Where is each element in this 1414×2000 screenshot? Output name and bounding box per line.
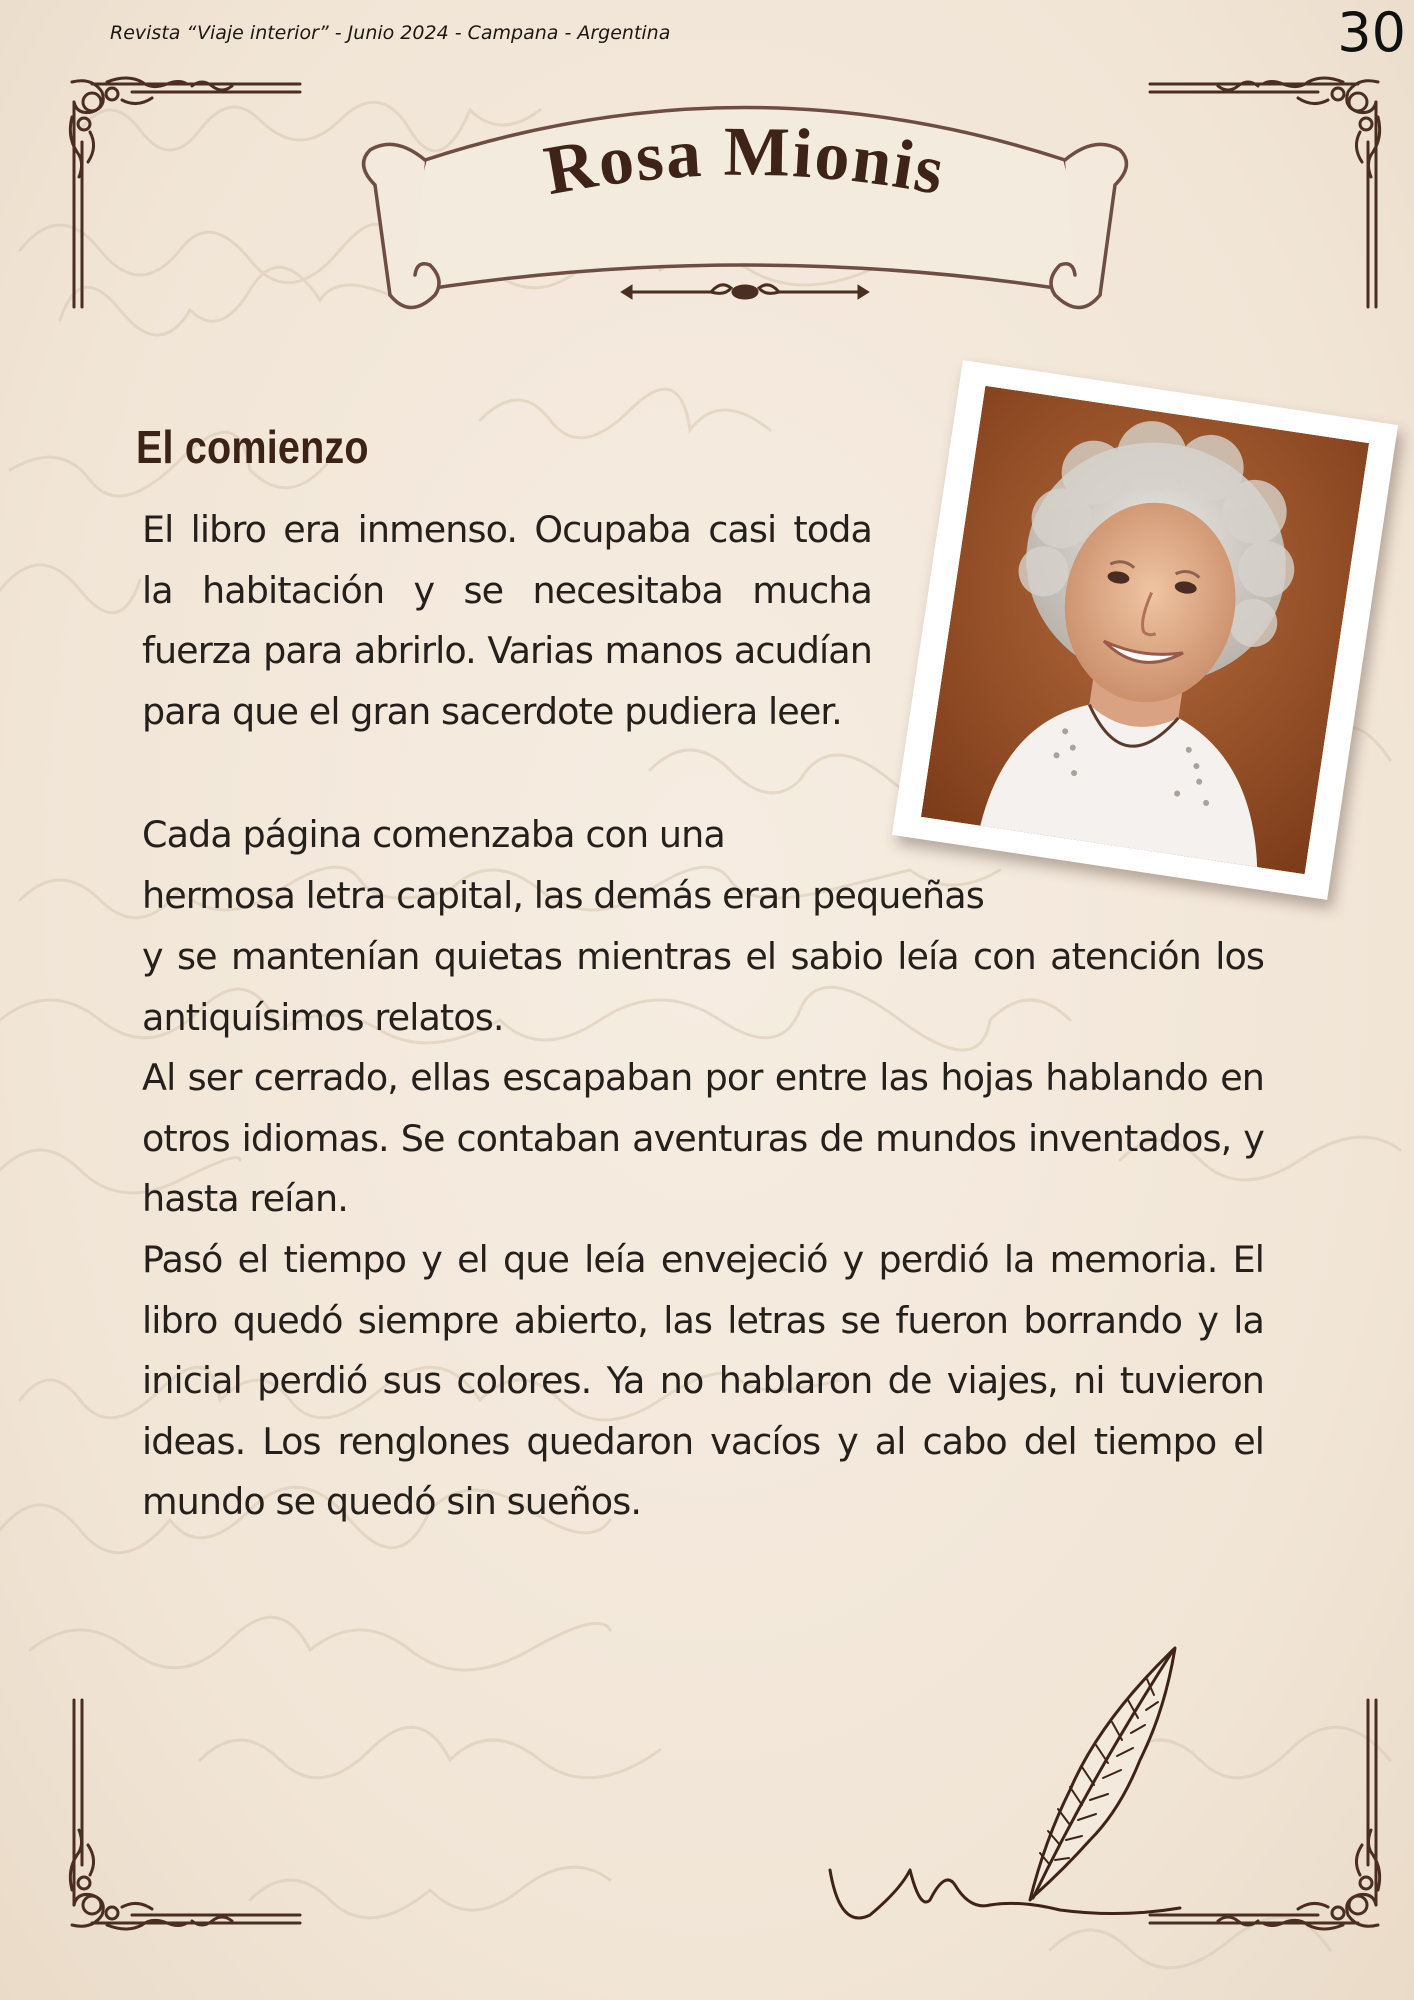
author-photo xyxy=(921,386,1369,875)
ornamental-corner-bottom-left-icon xyxy=(62,1695,312,1935)
quill-pen-icon xyxy=(820,1640,1200,1940)
author-name-text: Rosa Mionis xyxy=(538,113,952,211)
running-head: Revista “Viaje interior” - Junio 2024 - Campana - Argentina xyxy=(110,22,671,44)
paragraph-5: Al ser cerrado, ellas escapaban por entre las hojas hablando en otros idiomas. Se contaban aventuras de mundos inventados, y hasta reían. xyxy=(142,1056,1264,1220)
ornamental-corner-top-right-icon xyxy=(1138,72,1388,312)
page-number: 30 xyxy=(1337,1,1406,64)
paragraph-1: El libro era inmenso. Ocupaba casi toda la habitación y se necesitaba mucha fuerza para abrirlo. Varias manos acudían para que el gran sacerdote pudiera leer. xyxy=(142,508,872,733)
author-name xyxy=(355,100,1135,260)
paragraph-6: Pasó el tiempo y el que leía envejeció y perdió la memoria. El libro quedó siempre abierto, las letras se fueron borrando y la inicial perdió sus colores. Ya no hablaron de viajes, ni tuvieron ideas. Los renglones quedaron vacíos y al cabo del tiempo el mundo se quedó sin sueños. xyxy=(142,1238,1264,1523)
section-title: El comienzo xyxy=(136,421,369,473)
paragraph-4: y se mantenían quietas mientras el sabio leía con atención los antiquísimos relatos. xyxy=(142,935,1264,1039)
paragraph-2: Cada página comenzaba con una xyxy=(142,813,725,856)
paragraph-3: hermosa letra capital, las demás eran pequeñas xyxy=(142,874,984,917)
ornamental-corner-top-left-icon xyxy=(62,72,312,312)
